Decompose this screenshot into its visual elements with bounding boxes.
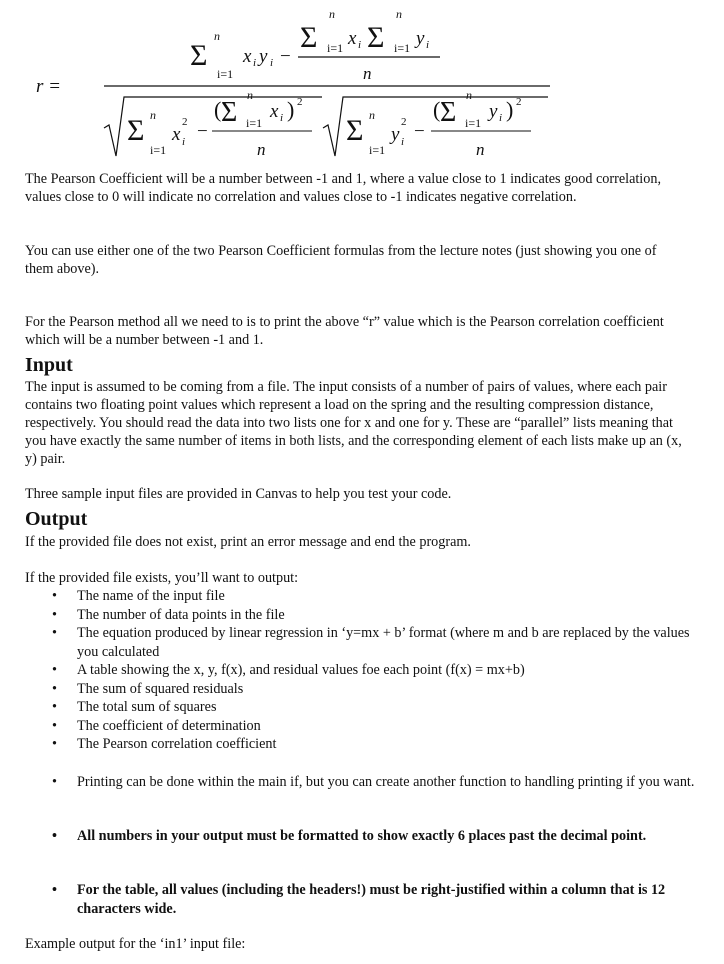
formula-y-4-sub: i (499, 112, 503, 124)
paragraph-sample-files: Three sample input files are provided in Canvas to help you test your code. (25, 486, 452, 502)
formula-sum-y-sq: Σ (440, 97, 457, 128)
formula-minus-3: − (414, 121, 425, 142)
formula-x-4-sub: i (280, 112, 284, 124)
list-item: • The equation produced by linear regression in ‘y=mx + b’ format (where m and b are replaced by the values you calculated (25, 624, 695, 661)
formula-inner-n: n (363, 64, 372, 83)
formula-sum-x-sq-lower: i=1 (246, 116, 263, 130)
list-item: • The number of data points in the file (25, 606, 695, 625)
formula-sum-x-lower: i=1 (327, 41, 344, 55)
formula-sum-x-sq: Σ (221, 97, 238, 128)
formula-x: x (243, 46, 252, 67)
formula-sum-y-sq-lower: i=1 (465, 116, 482, 130)
formula-sum-y: Σ (367, 21, 385, 54)
formula-sum-x-upper: n (329, 7, 335, 21)
formula-sum-x2-upper: n (150, 108, 156, 122)
paragraph-formula-choice: You can use either one of the two Pearson Coefficient formulas from the lecture notes (just showing you one of them above). (25, 243, 657, 277)
list-item: • For the table, all values (including the headers!) must be right-justified within a column that is 12 characters wide. (25, 881, 695, 918)
formula-paren-1-sq: 2 (297, 96, 303, 108)
formula-den-n-2: n (476, 140, 485, 159)
formula-sum-y-sq-upper: n (466, 88, 472, 102)
formula-x-3-sub: i (182, 136, 186, 148)
pearson-formula (0, 0, 724, 170)
formula-x-2: x (348, 28, 357, 49)
formula-y-3-sub: i (401, 136, 405, 148)
note-table-list (25, 881, 695, 918)
formula-sum-xy-lower: i=1 (217, 67, 234, 81)
paragraph-example-output: Example output for the ‘in1’ input file: (25, 936, 246, 952)
formula-minus-1: − (280, 46, 291, 67)
formula-x-2-sub: i (358, 39, 362, 51)
formula-sum-y-lower: i=1 (394, 41, 411, 55)
list-item: • The sum of squared residuals (25, 680, 695, 699)
formula-sum-x: Σ (300, 21, 318, 54)
formula-y-2: y (416, 28, 425, 49)
heading-input: Input (25, 354, 73, 376)
formula-x-4: x (270, 101, 279, 122)
formula-sum-y2-upper: n (369, 108, 375, 122)
formula-sum-y2: Σ (346, 114, 364, 147)
note-decimal-list (25, 827, 695, 846)
paragraph-file-missing: If the provided file does not exist, print an error message and end the program. (25, 534, 471, 550)
formula-sum-x2: Σ (127, 114, 145, 147)
list-item: • All numbers in your output must be formatted to show exactly 6 places past the decimal point. (25, 827, 695, 846)
list-item: • The coefficient of determination (25, 717, 695, 736)
paragraph-file-exists: If the provided file exists, you’ll want to output: (25, 570, 299, 586)
list-item: • The total sum of squares (25, 698, 695, 717)
formula-minus-2: − (197, 121, 208, 142)
formula-x-sub: i (253, 57, 257, 69)
formula-den-n-1: n (257, 140, 266, 159)
formula-y-sub: i (270, 57, 274, 69)
paragraph-print-r: For the Pearson method all we need to is to print the above “r” value which is the Pearson correlation coefficient which will be a number between -1 and 1. (25, 314, 664, 348)
formula-paren-close-1: ) (287, 97, 295, 122)
paragraph-pearson-range: The Pearson Coefficient will be a number between -1 and 1, where a value close to 1 indicates good correlation, values close to 0 will indicate no correlation and values close to -1 indicates negative correlation. (25, 171, 661, 205)
formula-sum-y-upper: n (396, 7, 402, 21)
formula-paren-open-2: ( (433, 97, 441, 122)
formula-x-3: x (172, 124, 181, 145)
formula-y-2-sub: i (426, 39, 430, 51)
list-item: • The name of the input file (25, 587, 695, 606)
formula-x-3-sq: 2 (182, 116, 188, 128)
formula-y: y (259, 46, 268, 67)
formula-y-3-sq: 2 (401, 116, 407, 128)
list-item: • Printing can be done within the main if, but you can create another function to handling printing if you want. (25, 773, 695, 792)
output-requirements-list (25, 587, 695, 754)
note-printing-list (25, 773, 695, 792)
paragraph-input-description: The input is assumed to be coming from a file. The input consists of a number of pairs of values, where each pair contains two floating point values which represent a load on the spring and the resulting compression distance, respectively. You should read the data into two lists one for x and one for y. These are “parallel” lists meaning that you have exactly the same number of items in both lists, and the corresponding element of each lists make up an (x, y) pair. (25, 379, 682, 467)
formula-paren-close-2: ) (506, 97, 514, 122)
formula-sum-xy: Σ (190, 39, 208, 72)
formula-y-3: y (391, 124, 400, 145)
formula-sum-x2-lower: i=1 (150, 143, 167, 157)
list-item: • The Pearson correlation coefficient (25, 735, 695, 754)
formula-sum-xy-upper: n (214, 29, 220, 43)
formula-sum-y2-lower: i=1 (369, 143, 386, 157)
formula-paren-open-1: ( (214, 97, 222, 122)
formula-sum-x-sq-upper: n (247, 88, 253, 102)
formula-y-4: y (489, 101, 498, 122)
heading-output: Output (25, 508, 88, 530)
list-item: • A table showing the x, y, f(x), and residual values foe each point (f(x) = mx+b) (25, 661, 695, 680)
formula-paren-2-sq: 2 (516, 96, 522, 108)
formula-lhs: r = (36, 76, 61, 97)
